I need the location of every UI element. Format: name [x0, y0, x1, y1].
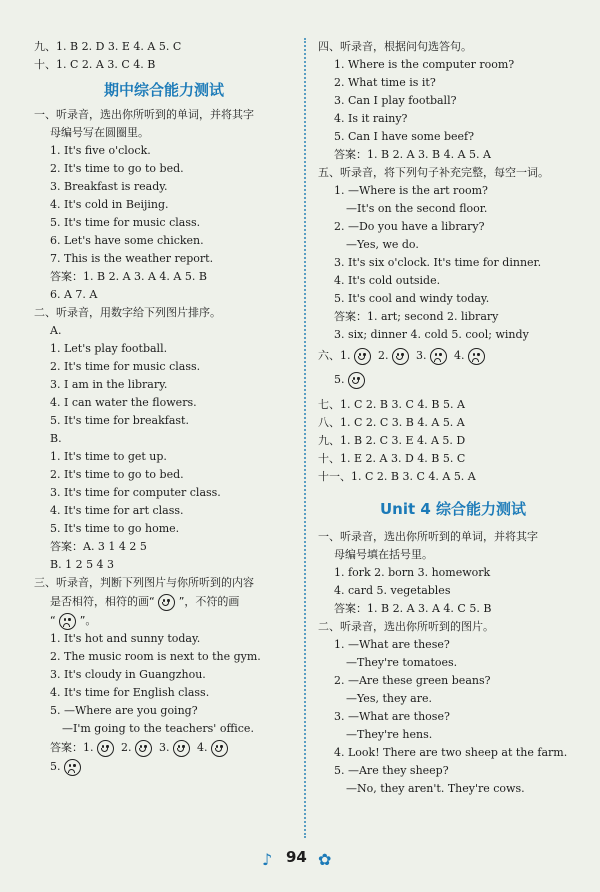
answer-number: 2. [121, 741, 132, 754]
group-label: B. [50, 432, 62, 445]
item: 4. Is it rainy? [334, 112, 408, 125]
answer-line [318, 344, 588, 368]
sad-face-icon [59, 613, 76, 630]
item: 2. It's time for music class. [50, 360, 201, 373]
bow-icon: ✿ [318, 850, 332, 869]
title-part: 是否相符，相符的画“ [50, 595, 155, 608]
item: 3. It's cloudy in Guangzhou. [50, 668, 206, 681]
group-label: A. [50, 324, 62, 337]
answer-line: 九、1. B 2. D 3. E 4. A 5. C [34, 40, 182, 53]
item: 1. Where is the computer room? [334, 58, 515, 71]
section-title: 一、听录音，选出你所听到的单词，并将其字 [318, 530, 538, 543]
item: —It's on the second floor. [346, 202, 488, 215]
item: 1. —Where is the art room? [334, 184, 488, 197]
item: 5. It's time to go home. [50, 522, 180, 535]
answer-line: 十一、1. C 2. B 3. C 4. A 5. A [318, 470, 476, 483]
item: 6. Let's have some chicken. [50, 234, 204, 247]
column-divider [304, 38, 306, 838]
page-footer [0, 840, 600, 880]
sad-face-icon [64, 759, 81, 776]
answer-number: 5. [50, 760, 61, 773]
title-part: ”，不符的画 [178, 595, 240, 608]
answer-line [318, 368, 588, 396]
section-title: 四、听录音，根据问句选答句。 [318, 40, 472, 53]
item: 1. —What are these? [334, 638, 450, 651]
word-list: 1. fork 2. born 3. homework [334, 566, 491, 579]
smiley-face-icon [392, 348, 409, 365]
answer-number: 5. [334, 373, 345, 386]
section-title: 二、听录音，用数字给下列图片排序。 [34, 306, 221, 319]
item: 3. Breakfast is ready. [50, 180, 168, 193]
answer-number: 4. [454, 349, 465, 362]
item: 5. It's cool and windy today. [334, 292, 490, 305]
answer-line: 答案：1. B 2. A 3. A 4. C 5. B [334, 602, 492, 615]
section-prefix: 六、 [318, 349, 340, 362]
section-title [34, 592, 294, 611]
item: 5. —Are they sheep? [334, 764, 449, 777]
answer-number: 3. [416, 349, 427, 362]
item: 2. It's time to go to bed. [50, 468, 184, 481]
answer-label: 答案： [50, 741, 83, 754]
answer-line: 答案：1. art; second 2. library [334, 310, 499, 323]
midterm-heading: 期中综合能力测试 [103, 81, 224, 99]
section-title: 三、听录音，判断下列图片与你所听到的内容 [34, 576, 254, 589]
section-title: 母编号写在圆圈里。 [50, 126, 149, 139]
answer-line: 答案：A. 3 1 4 2 5 [50, 540, 147, 553]
music-note-icon: ♪ [262, 850, 273, 869]
item: 3. —What are those? [334, 710, 450, 723]
item: 3. Can I play football? [334, 94, 457, 107]
smiley-face-icon [158, 594, 175, 611]
answer-line: 6. A 7. A [50, 288, 98, 301]
section-title: 二、听录音，选出你所听到的图片。 [318, 620, 494, 633]
page-number: 94 [286, 848, 307, 866]
item: 4. Look! There are two sheep at the farm. [334, 746, 568, 759]
item: 3. It's time for computer class. [50, 486, 221, 499]
item: 1. Let's play football. [50, 342, 168, 355]
title-part: ”。 [79, 614, 97, 627]
answer-line: 十、1. C 2. A 3. C 4. B [34, 58, 156, 71]
title-part: “ [50, 614, 56, 627]
word-list: 4. card 5. vegetables [334, 584, 451, 597]
answer-line: 七、1. C 2. B 3. C 4. B 5. A [318, 398, 465, 411]
item: —I'm going to the teachers' office. [62, 722, 254, 735]
answer-line: 九、1. B 2. C 3. E 4. A 5. D [318, 434, 466, 447]
smiley-face-icon [97, 740, 114, 757]
smiley-face-icon [354, 348, 371, 365]
item: 2. —Do you have a library? [334, 220, 485, 233]
item: 5. —Where are you going? [50, 704, 198, 717]
item: —Yes, we do. [346, 238, 419, 251]
answer-line: 十、1. E 2. A 3. D 4. B 5. C [318, 452, 466, 465]
answer-number: 3. [159, 741, 170, 754]
item: 7. This is the weather report. [50, 252, 214, 265]
item: 2. —Are these green beans? [334, 674, 491, 687]
item: —They're tomatoes. [346, 656, 458, 669]
answer-line [34, 738, 294, 757]
item: 4. It's cold in Beijing. [50, 198, 169, 211]
answer-number: 1. [340, 349, 351, 362]
item: 2. The music room is next to the gym. [50, 650, 261, 663]
smiley-face-icon [348, 372, 365, 389]
unit4-heading: Unit 4 综合能力测试 [379, 500, 527, 518]
item: 5. Can I have some beef? [334, 130, 474, 143]
item: 1. It's hot and sunny today. [50, 632, 201, 645]
item: 1. It's time to get up. [50, 450, 167, 463]
left-column [34, 38, 294, 776]
sad-face-icon [430, 348, 447, 365]
answer-line: 答案：1. B 2. A 3. B 4. A 5. A [334, 148, 491, 161]
item: 4. It's time for English class. [50, 686, 210, 699]
item: —Yes, they are. [346, 692, 433, 705]
sad-face-icon [468, 348, 485, 365]
item: —They're hens. [346, 728, 433, 741]
item: 4. I can water the flowers. [50, 396, 197, 409]
item: 2. What time is it? [334, 76, 436, 89]
item: 5. It's time for music class. [50, 216, 201, 229]
item: 4. It's time for art class. [50, 504, 184, 517]
answer-number: 1. [83, 741, 94, 754]
answer-line: 3. six; dinner 4. cold 5. cool; windy [334, 328, 529, 341]
answer-number: 2. [378, 349, 389, 362]
item: 3. I am in the library. [50, 378, 168, 391]
answer-line: B. 1 2 5 4 3 [50, 558, 115, 571]
smiley-face-icon [135, 740, 152, 757]
smiley-face-icon [211, 740, 228, 757]
answer-line: 答案：1. B 2. A 3. A 4. A 5. B [50, 270, 207, 283]
answer-line [34, 757, 294, 776]
item: —No, they aren't. They're cows. [346, 782, 525, 795]
item: 5. It's time for breakfast. [50, 414, 189, 427]
item: 4. It's cold outside. [334, 274, 441, 287]
section-title: 一、听录音，选出你所听到的单词，并将其字 [34, 108, 254, 121]
section-title: 五、听录音，将下列句子补充完整，每空一词。 [318, 166, 549, 179]
item: 2. It's time to go to bed. [50, 162, 184, 175]
answer-number: 4. [197, 741, 208, 754]
right-column [318, 38, 588, 798]
smiley-face-icon [173, 740, 190, 757]
answer-line: 八、1. C 2. C 3. B 4. A 5. A [318, 416, 465, 429]
item: 3. It's six o'clock. It's time for dinner. [334, 256, 542, 269]
section-title [34, 611, 294, 630]
section-title: 母编号填在括号里。 [334, 548, 433, 561]
item: 1. It's five o'clock. [50, 144, 151, 157]
